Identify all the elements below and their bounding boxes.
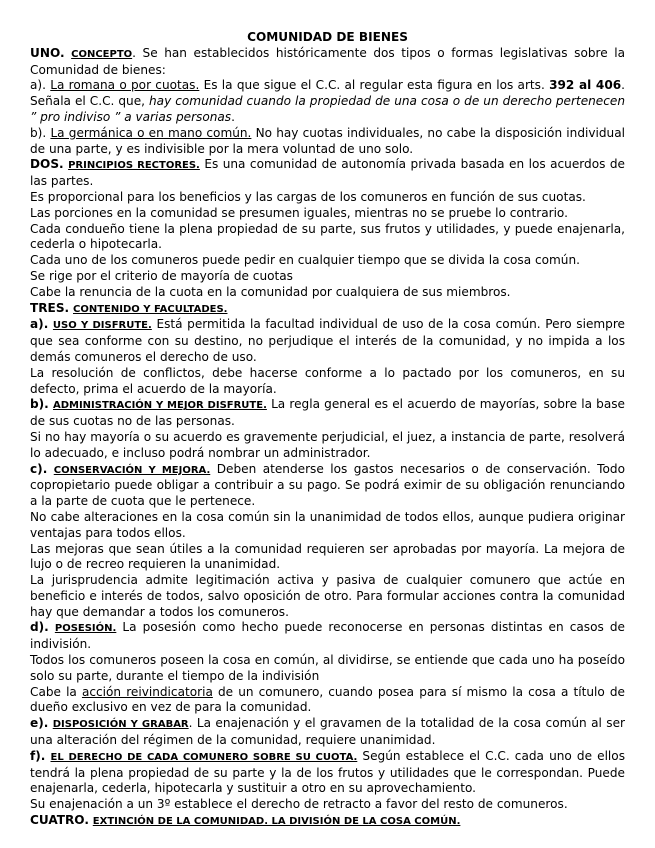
tres-item-b: b). ADMINISTRACIÓN Y MEJOR DISFRUTE. La regla general es el acuerdo de mayorías, sobre la base de sus cuotas no de las personas. [30, 397, 625, 429]
item-title: POSESIÓN. [54, 623, 117, 635]
section-heading: CONCEPTO [71, 48, 133, 60]
section-cuatro-heading [30, 813, 625, 830]
uno-item-a: a). La romana o por cuotas. Es la que sigue el C.C. al regular esta figura en los arts. 392 al 406. Señala el C.C. que, hay comunidad cuando la propiedad de una cosa o de un derecho pertenecen ” pro indiviso ” a varias personas. [30, 78, 626, 124]
section-dos-intro: DOS. PRINCIPIOS RECTORES. Es una comunidad de autonomía privada basada en los acuerdos de las partes. [30, 157, 625, 189]
section-tres-heading [30, 301, 625, 318]
item-title: DISPOSICIÓN Y GRABAR [52, 719, 189, 731]
tres-item-e: e). DISPOSICIÓN Y GRABAR. La enajenación y el gravamen de la totalidad de la cosa común al ser una alteración del régimen de la comunidad, requiere unanimidad. [30, 716, 625, 748]
underlined-term: acción reivindicatoria [81, 684, 213, 699]
dos-line: Cada uno de los comuneros puede pedir en cualquier tiempo que se divida la cosa común. [30, 253, 580, 268]
tres-c-paragraph: La jurisprudencia admite legitimación activa y pasiva de cualquier comunero que actúe en beneficio e interés de todos, salvo oposición de otro. Para formular acciones contra la comunidad hay que demandar a todos los comuneros. [30, 573, 625, 619]
item-title: USO Y DISFRUTE. [52, 320, 152, 332]
tres-item-a: a). USO Y DISFRUTE. Está permitida la facultad individual de uso de la cosa común. Pero siempre que sea conforme con su destino, no perjudique el interés de la comunidad, y no impida a los demás comuneros el derecho de uso. [30, 317, 625, 364]
tres-d-paragraph: Todos los comuneros poseen la cosa en común, al dividirse, se entiende que cada uno ha poseído solo su parte, durante el tiempo de la indivisión [30, 653, 625, 683]
section-heading: CONTENIDO Y FACULTADES. [73, 303, 228, 315]
tres-item-d: d). POSESIÓN. La posesión como hecho puede reconocerse en personas distintas en casos de indivisión. [30, 620, 625, 652]
section-number: DOS. [30, 157, 64, 172]
tres-d-paragraph: Cabe la acción reivindicatoria de un comunero, cuando posea para sí mismo la cosa a título de dueño exclusivo en vez de para la comunidad. [30, 684, 625, 715]
item-title: La germánica o en mano común. [50, 125, 252, 140]
dos-line: Se rige por el criterio de mayoría de cuotas [30, 268, 293, 283]
section-number: UNO. [30, 45, 65, 60]
tres-c-paragraph: Las mejoras que sean útiles a la comunidad requieren ser aprobadas por mayoría. La mejora de lujo o de recreo requieren la unanimidad. [30, 541, 625, 572]
section-heading: PRINCIPIOS RECTORES. [68, 160, 200, 172]
dos-line: Cada condueño tiene la plena propiedad de su parte, sus frutos y utilidades, y puede enajenarla, cederla o hipotecarla. [30, 221, 625, 252]
document-title: COMUNIDAD DE BIENES [247, 30, 408, 44]
item-title: CONSERVACIÓN Y MEJORA. [53, 464, 211, 476]
dos-line: Cabe la renuncia de la cuota en la comunidad por cualquiera de sus miembros. [30, 284, 511, 299]
dos-line: Las porciones en la comunidad se presumen iguales, mientras no se pruebe lo contrario. [30, 205, 568, 220]
section-number: TRES. [30, 300, 70, 315]
tres-b-paragraph: Si no hay mayoría o su acuerdo es gravemente perjudicial, el juez, a instancia de parte, resolverá lo adecuado, e incluso podrá nombrar un administrador. [30, 429, 625, 460]
tres-a-paragraph: La resolución de conflictos, debe hacerse conforme a lo pactado por los comuneros, en su defecto, prima el acuerdo de la mayoría. [30, 365, 625, 396]
item-title: La romana o por cuotas. [50, 78, 200, 93]
dos-line: Es proporcional para los beneficios y las cargas de los comuneros en función de sus cuotas. [30, 189, 586, 204]
tres-f-paragraph: Su enajenación a un 3º establece el derecho de retracto a favor del resto de comuneros. [30, 797, 568, 812]
uno-item-b: b). La germánica o en mano común. No hay cuotas individuales, no cabe la disposición individual de una parte, y es indivisible por la mera voluntad de uno solo. [30, 125, 625, 156]
legal-quote: hay comunidad cuando la propiedad de una cosa o de un derecho pertenecen ” pro indiviso ” a varias personas [30, 94, 625, 124]
tres-item-c: c). CONSERVACIÓN Y MEJORA. Deben atenderse los gastos necesarios o de conservación. Todo copropietario puede obligar a contribuir a su pago. Se podrá eximir de su obligación renunciando a la parte de cuota que le pertenece. [30, 461, 625, 509]
item-title: ADMINISTRACIÓN Y MEJOR DISFRUTE. [52, 400, 267, 412]
section-heading: EXTINCIÓN DE LA COMUNIDAD. LA DIVISIÓN DE LA COSA COMÚN. [92, 816, 461, 828]
section-number: CUATRO. [30, 813, 89, 828]
section-uno-intro: UNO. CONCEPTO. Se han establecidos históricamente dos tipos o formas legislativas sobre la Comunidad de bienes: [30, 45, 625, 77]
tres-c-paragraph: No cabe alteraciones en la cosa común sin la unanimidad de todos ellos, aunque pudiera originar ventajas para todos ellos. [30, 509, 625, 540]
tres-item-f: f). EL DERECHO DE CADA COMUNERO SOBRE SU CUOTA. Según establece el C.C. cada uno de ellos tendrá la plena propiedad de su parte y la de los frutos y utilidades que le correspondan. Puede enajenarla, cederla, hipotecarla y sustituir a otro en su aprovechamiento. [30, 748, 625, 796]
item-title: EL DERECHO DE CADA COMUNERO SOBRE SU CUOTA. [50, 751, 358, 763]
